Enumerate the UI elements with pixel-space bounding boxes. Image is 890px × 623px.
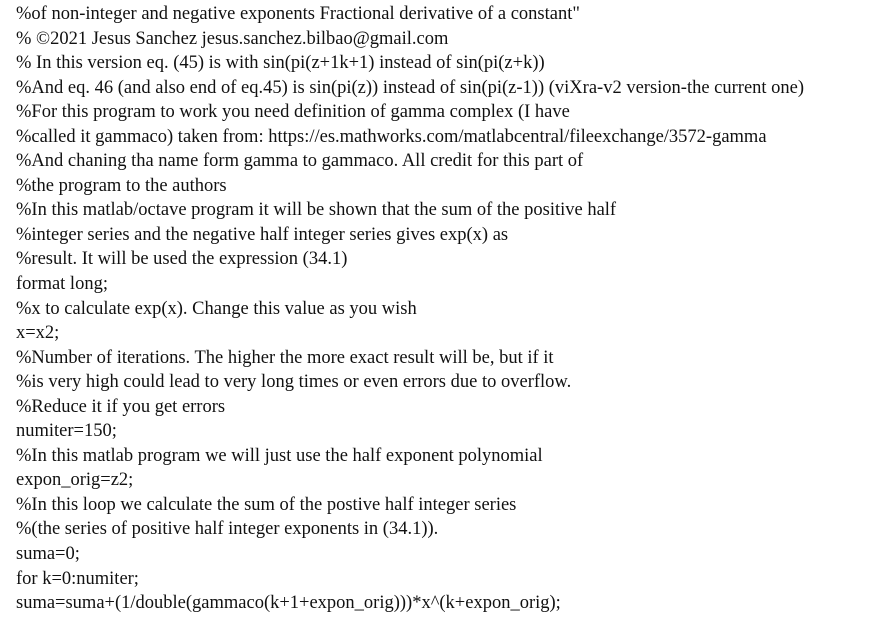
code-line-12: format long; bbox=[16, 274, 108, 295]
code-line-9: %In this matlab/octave program it will be shown that the sum of the positive half bbox=[16, 200, 617, 221]
code-line-10: %integer series and the negative half integer series gives exp(x) as bbox=[16, 224, 509, 245]
code-line-7: %And chaning tha name form gamma to gammaco. All credit for this part of bbox=[16, 151, 584, 172]
code-line-1: %of non-integer and negative exponents Fractional derivative of a constant" bbox=[16, 4, 580, 24]
code-line-6: %called it gammaco) taken from: https://es.mathworks.com/matlabcentral/fileexchange/3572-gamma bbox=[16, 126, 767, 147]
code-line-15: %Number of iterations. The higher the more exact result will be, but if it bbox=[16, 347, 554, 368]
code-line-4: %And eq. 46 (and also end of eq.45) is sin(pi(z)) instead of sin(pi(z-1)) (viXra-v2 version-the current one) bbox=[16, 77, 805, 98]
code-line-8: %the program to the authors bbox=[16, 175, 227, 196]
code-line-20: expon_orig=z2; bbox=[16, 470, 134, 491]
code-line-23: suma=0; bbox=[16, 544, 80, 565]
code-document bbox=[16, 2, 890, 616]
code-line-14: x=x2; bbox=[16, 323, 60, 344]
code-line-25: suma=suma+(1/double(gammaco(k+1+expon_orig)))*x^(k+expon_orig); bbox=[16, 593, 561, 614]
code-line-16: %is very high could lead to very long times or even errors due to overflow. bbox=[16, 372, 572, 393]
code-line-21: %In this loop we calculate the sum of the postive half integer series bbox=[16, 494, 517, 515]
code-line-11: %result. It will be used the expression (34.1) bbox=[16, 249, 348, 270]
code-line-13: %x to calculate exp(x). Change this value as you wish bbox=[16, 298, 417, 319]
code-line-3: % In this version eq. (45) is with sin(pi(z+1k+1) instead of sin(pi(z+k)) bbox=[16, 53, 545, 74]
code-line-19: %In this matlab program we will just use the half exponent polynomial bbox=[16, 445, 543, 466]
code-line-5: %For this program to work you need definition of gamma complex (I have bbox=[16, 102, 570, 123]
code-line-17: %Reduce it if you get errors bbox=[16, 396, 226, 417]
code-line-24: for k=0:numiter; bbox=[16, 568, 139, 589]
code-line-18: numiter=150; bbox=[16, 421, 117, 442]
code-line-22: %(the series of positive half integer exponents in (34.1)). bbox=[16, 519, 439, 540]
code-line-2: % ©2021 Jesus Sanchez jesus.sanchez.bilbao@gmail.com bbox=[16, 28, 449, 49]
